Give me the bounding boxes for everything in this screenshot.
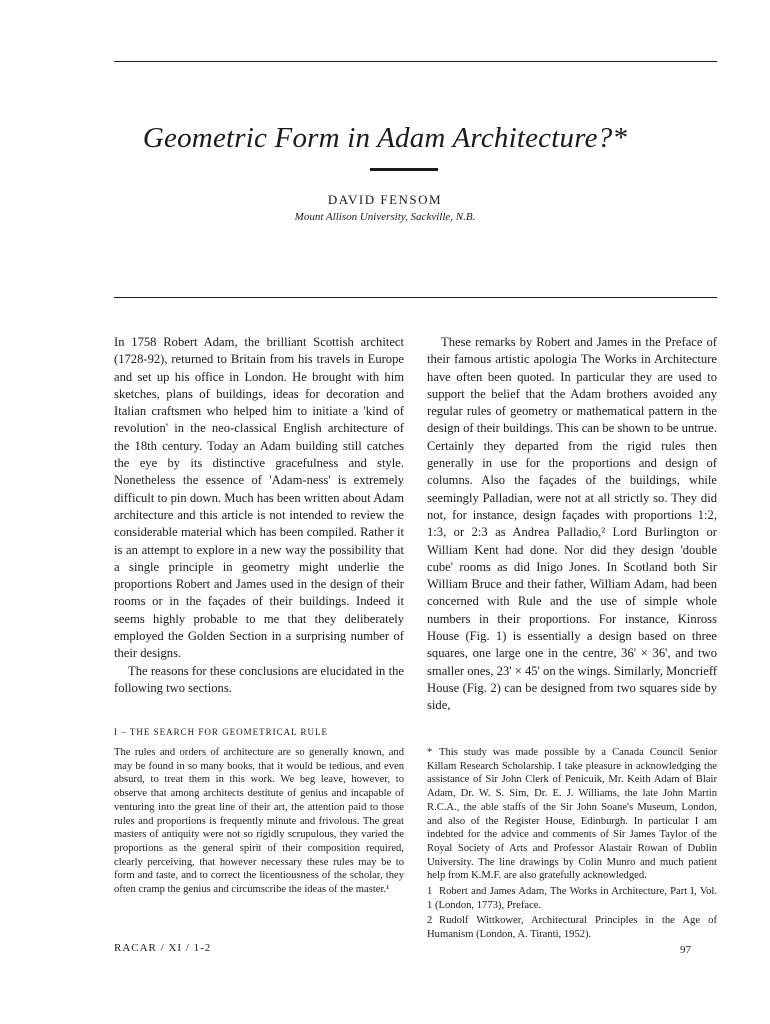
footnote — [427, 746, 717, 883]
body-paragraph: In 1758 Robert Adam, the brilliant Scottish architect (1728-92), returned to Britain from his travels in Europe and set up his office in London. He brought with him sketches, plans of buildings, ideas for decoration and Italian craftsmen who helped him to initiate a 'kind of revolution' in the neo-classical English architecture of the 18th century. Today an Adam building still catches the eye by its distinctive gracefulness and style. Nonetheless the essence of 'Adam-ness' is extremely difficult to pin down. Much has been written about Adam architecture and this article is not intended to review the considerable material which has been compiled. Rather it is an attempt to explore in a new way the possibility that a single principle in geometry might underlie the proportions Robert and James used in the design of their rooms or in the façades of their buildings. Indeed it seems highly probable to me that they deliberately employed the Golden Section in a surprising number of their designs. — [114, 335, 404, 661]
footnote-mark: * — [427, 747, 433, 758]
header-rule — [114, 297, 717, 298]
footnote-text: This study was made possible by a Canada Council Senior Killam Research Scholarship. I take pleasure in acknowledging the assistance of Sir John Clerk of Penicuik, Mr. Keith Adam of Blair Adam, Dr. W. S. Sim, Dr. E. J. Williams, the late John Martin R.C.A., the able staffs of the Sir John Soane's Museum, London, and also of the Register House, Edinburgh. In particular I am indebted for the advice and comments of Sir James Taylor of the Royal Society of Arts and Professor Alastair Rowan of Dublin University. The line drawings by Colin Munro and much patient help from K.M.F. are also gratefully acknowledged. — [427, 747, 717, 882]
page-number: 97 — [680, 944, 691, 956]
body-column-left — [114, 334, 404, 697]
footnote-text: Rudolf Wittkower, Architectural Principles in the Age of Humanism (London, A. Tiranti, 1952). — [427, 915, 717, 941]
block-quote: The rules and orders of architecture are so generally known, and may be found in so many books, that it would be tedious, and even absurd, to treat them in this work. We beg leave, however, to observe that among architects destitute of genius and incapable of venturing into the great line of their art, the attention paid to those rules and proportions is frequently minute and frivolous. The great masters of antiquity were not so rigidly scrupulous, they varied the proportions as the general spirit of their composition required, clearly perceiving, that however necessary these rules may be to form and taste, and to correct the licentiousness of the scholar, they often cramp the genius and circumscribe the ideas of the master.¹ — [114, 747, 404, 896]
footnote-mark: 2 — [427, 915, 433, 927]
top-rule — [114, 61, 717, 62]
footnote-text: Robert and James Adam, The Works in Architecture, Part I, Vol. 1 (London, 1773), Preface. — [427, 886, 717, 911]
footnote — [427, 885, 717, 912]
section-heading: I – THE SEARCH FOR GEOMETRICAL RULE — [114, 727, 329, 737]
article-title: Geometric Form in Adam Architecture?* — [142, 122, 628, 154]
body-paragraph: These remarks by Robert and James in the Preface of their famous artistic apologia The Works in Architecture have often been quoted. In particular they are used to support the belief that the Adam brothers avoided any regular rules of geometry or mathematical pattern in the design of their buildings. This can be shown to be untrue. Certainly they departed from the rigid rules then generally in use for the proportions and design of columns. Also the façades of the buildings, while seemingly Palladian, were not at all strictly so. They did not, for instance, design façades with proportions 1:2, 1:3, or 2:3 as Andrea Palladio,² Lord Burlington or William Kent had done. Nor did they design 'double cube' rooms as did Inigo Jones. In Scotland both Sir William Bruce and their father, William Adam, had been concerned with Rule and the use of simple whole numbers in their proportions. For instance, Kinross House (Fig. 1) is essentially a design based on three squares, one large one in the centre, 36' × 36', and two smaller ones, 23' × 45' on the wings. Similarly, Moncrieff House (Fig. 2) can be designed from two squares side by side, — [427, 335, 717, 713]
title-underline — [370, 168, 438, 171]
body-paragraph: The reasons for these conclusions are elucidated in the following two sections. — [114, 663, 404, 695]
footnotes — [427, 746, 717, 944]
footnote-mark: 1 — [427, 886, 433, 898]
journal-footer: RACAR / XI / 1-2 — [114, 942, 212, 954]
author-name: DAVID FENSOM — [327, 192, 443, 207]
body-column-right — [427, 334, 717, 715]
footnote — [427, 914, 717, 941]
author-affiliation: Mount Allison University, Sackville, N.B. — [294, 211, 476, 223]
